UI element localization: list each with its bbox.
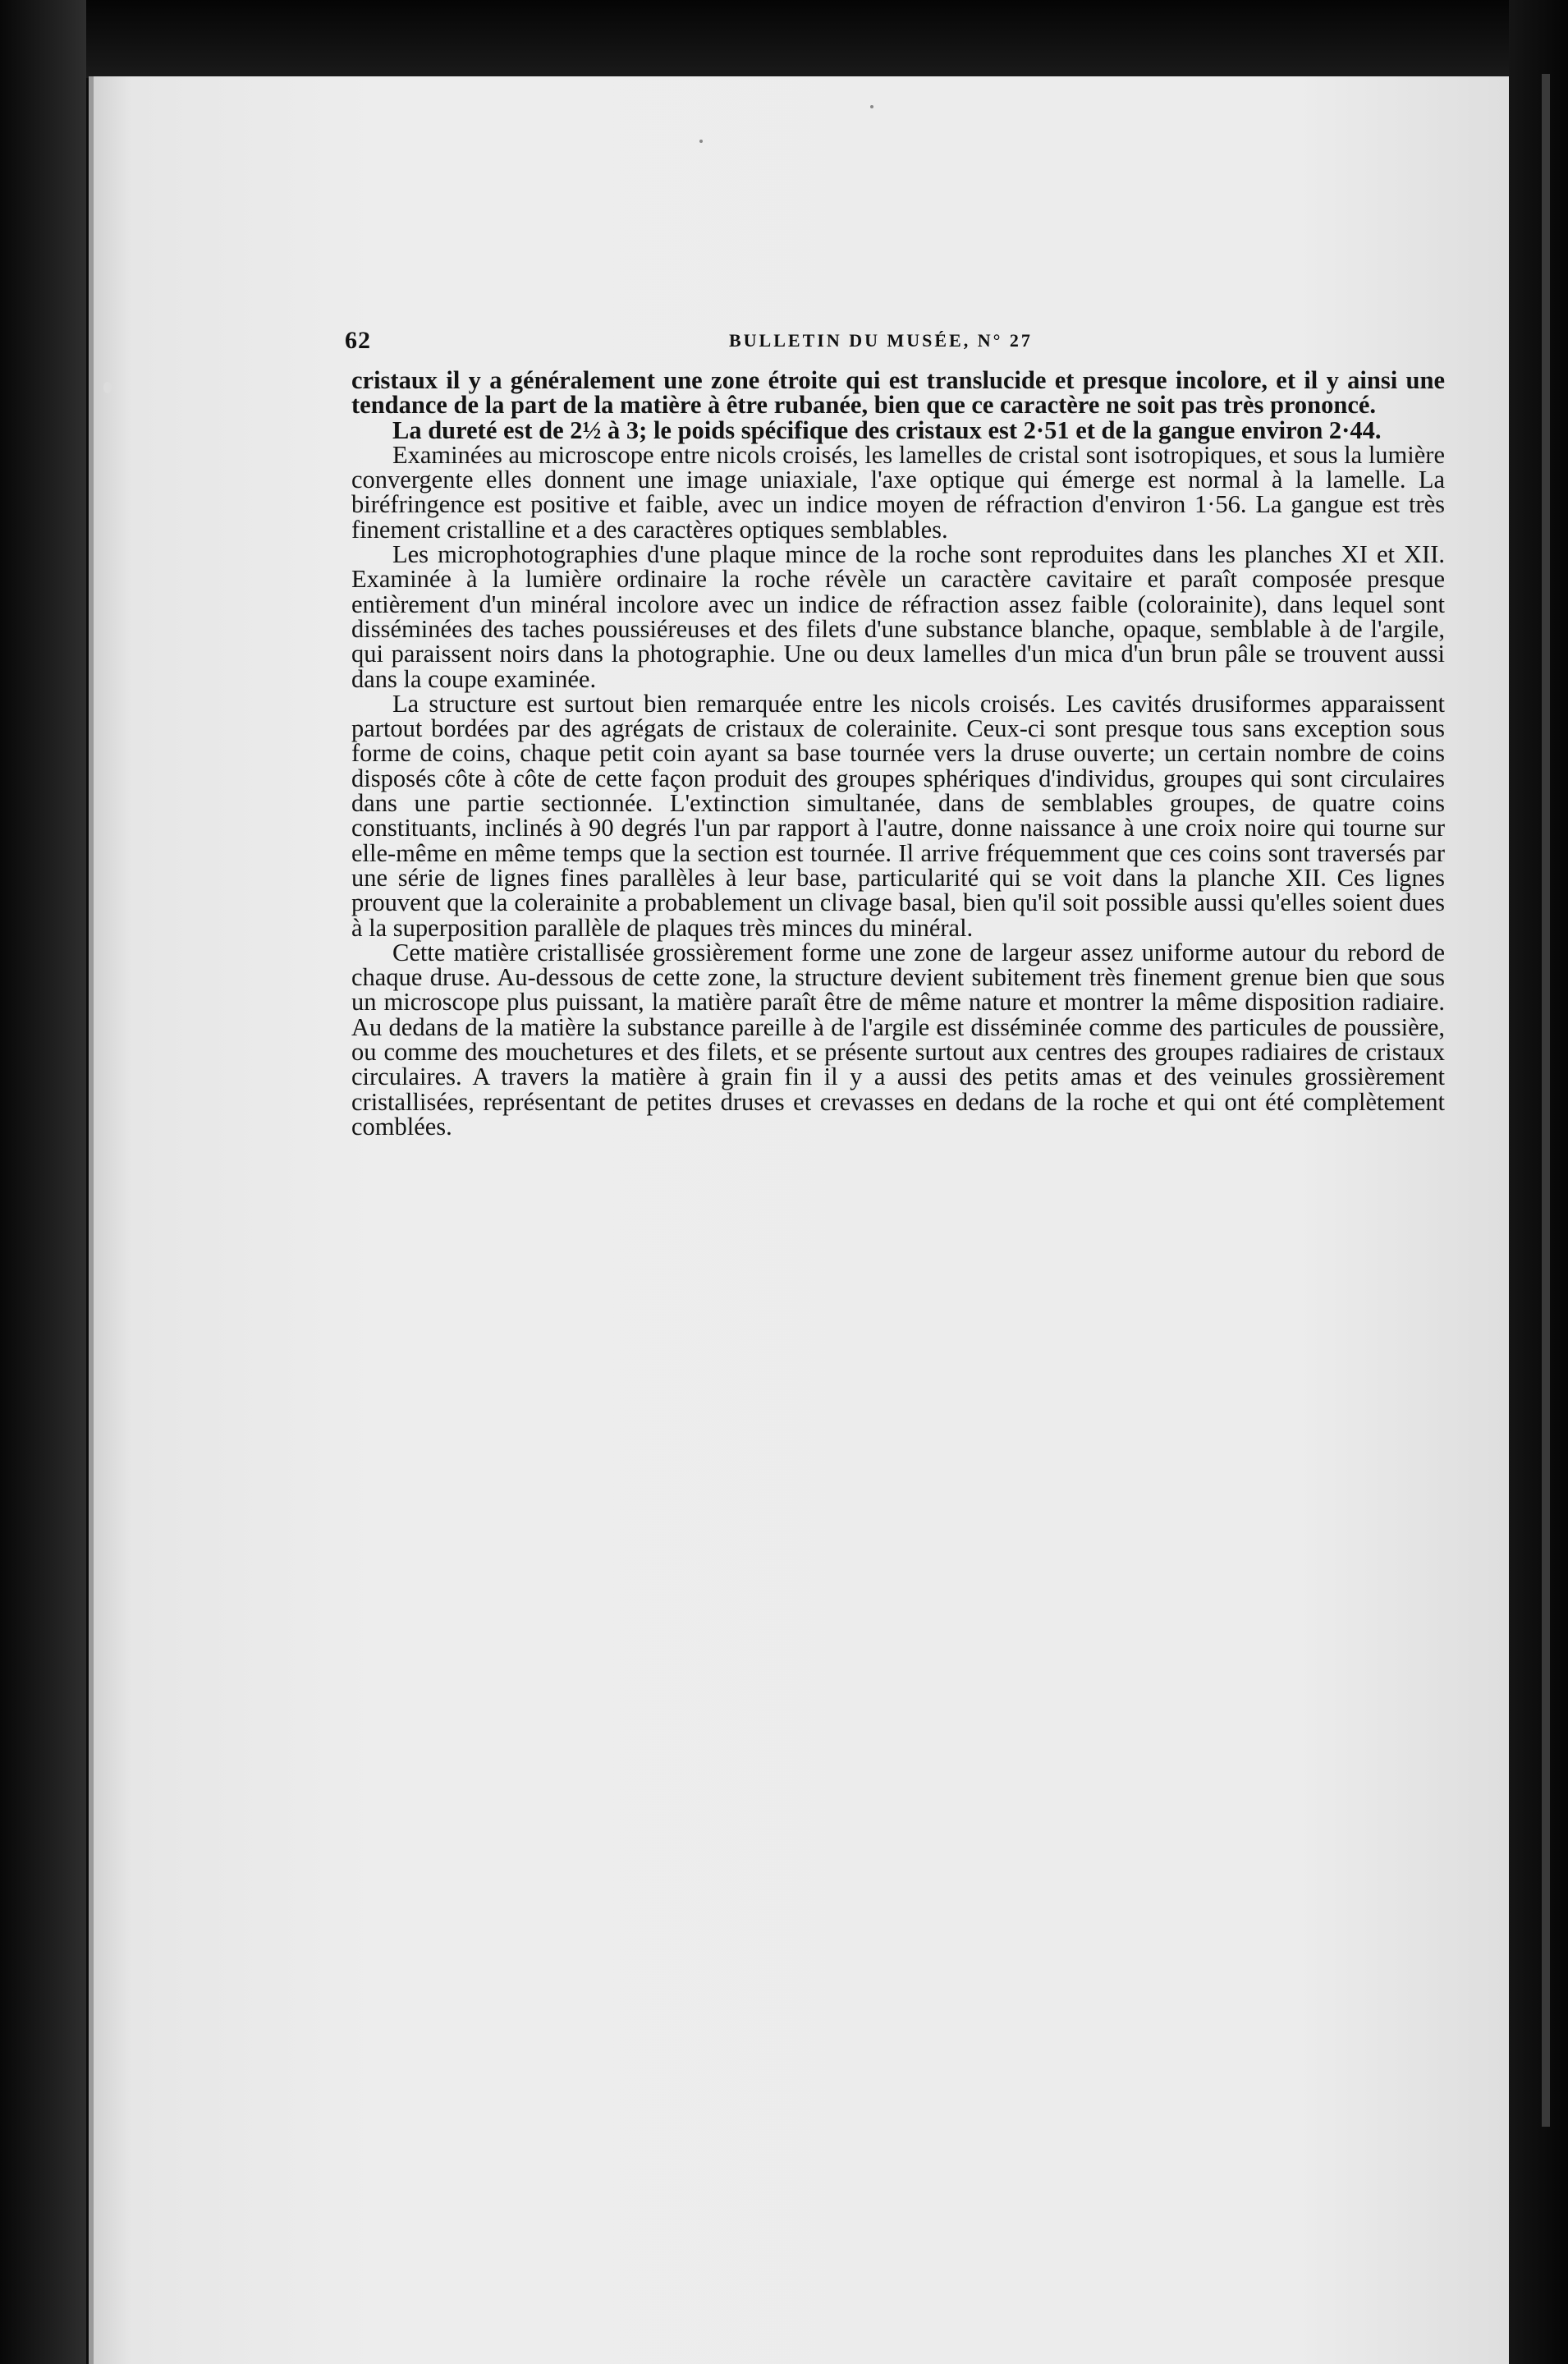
dust-speck <box>870 105 873 108</box>
paragraph-2: La dureté est de 2½ à 3; le poids spécifique des cristaux est 2·51 et de la gangue environ 2·44. <box>392 415 1382 444</box>
dust-speck <box>103 382 112 393</box>
running-head: BULLETIN DU MUSÉE, N° 27 <box>729 330 1033 351</box>
page-header <box>345 327 1461 360</box>
microfilm-border-top <box>0 0 1568 78</box>
paragraph-4: Les microphotographies d'une plaque mince de la roche sont reproduites dans les planches XI et XII. Examinée à la lumière ordinaire la roche révèle un caractère cavitaire et paraît composée presque entièrement d'un minéral incolore avec un indice de réfraction assez faible (colorainite), dans lequel sont disséminées des taches poussiéreuses et des filets d'une substance blanche, opaque, semblable à de l'argile, qui paraissent noirs dans la photographie. Une ou deux lamelles d'un mica d'un brun pâle se trouvent aussi dans la coupe examinée. <box>351 540 1445 693</box>
paragraph-1: cristaux il y a généralement une zone étroite qui est translucide et presque incolore, et il y ainsi une tendance de la part de la matière à être rubanée, bien que ce caractère ne soit pas très prononcé. <box>351 366 1445 420</box>
paragraph-3: Examinées au microscope entre nicols croisés, les lamelles de cristal sont isotropiques, et sous la lumière convergente elles donnent une image uniaxiale, l'axe optique qui émerge est normal à la lamelle. La biréfringence est positive et faible, avec un indice moyen de réfraction d'environ 1·56. La gangue est très finement cristalline et a des caractères optiques semblables. <box>351 440 1445 544</box>
microfilm-edge-strip <box>1542 74 1550 2127</box>
body-text <box>351 368 1445 1139</box>
dust-speck <box>699 140 703 143</box>
paragraph-6: Cette matière cristallisée grossièrement forme une zone de largeur assez uniforme autour du rebord de chaque druse. Au-dessous de cette zone, la structure devient subitement très finement grenue bien que sous un microscope plus puissant, la matière paraît être de même nature et montrer la même disposition radiaire. Au dedans de la matière la substance pareille à de l'argile est disséminée comme des particules de poussière, ou comme des mouchetures et des filets, et se présente surtout aux centres des groupes radiaires de cristaux circulaires. A travers la matière à grain fin il y a aussi des petits amas et des veinules grossièrement cristallisées, représentant de petites druses et crevasses en dedans de la roche et qui ont été complètement comblées. <box>351 938 1445 1141</box>
page-left-edge <box>89 76 94 2364</box>
page-number: 62 <box>345 327 371 354</box>
microfilm-border-right <box>1509 0 1568 2364</box>
microfilm-border-left <box>0 0 86 2364</box>
paragraph-5: La structure est surtout bien remarquée entre les nicols croisés. Les cavités drusiformes apparaissent partout bordées par des agrégats de cristaux de colerainite. Ceux-ci sont presque tous sans exception sous forme de coins, chaque petit coin ayant sa base tournée vers la druse ouverte; un certain nombre de coins disposés côte à côte de cette façon produit des groupes sphériques d'individus, groupes qui sont circulaires dans une partie sectionnée. L'extinction simultanée, dans de semblables groupes, de quatre coins constituants, inclinés à 90 degrés l'un par rapport à l'autre, donne naissance à une croix noire qui tourne sur elle-même en même temps que la section est tournée. Il arrive fréquemment que ces coins sont traversés par une série de lignes fines parallèles à leur base, particularité qui se voit dans la planche XII. Ces lignes prouvent que la colerainite a probablement un clivage basal, bien qu'il soit possible aussi qu'elles soient dues à la superposition parallèle de plaques très minces du minéral. <box>351 689 1445 942</box>
